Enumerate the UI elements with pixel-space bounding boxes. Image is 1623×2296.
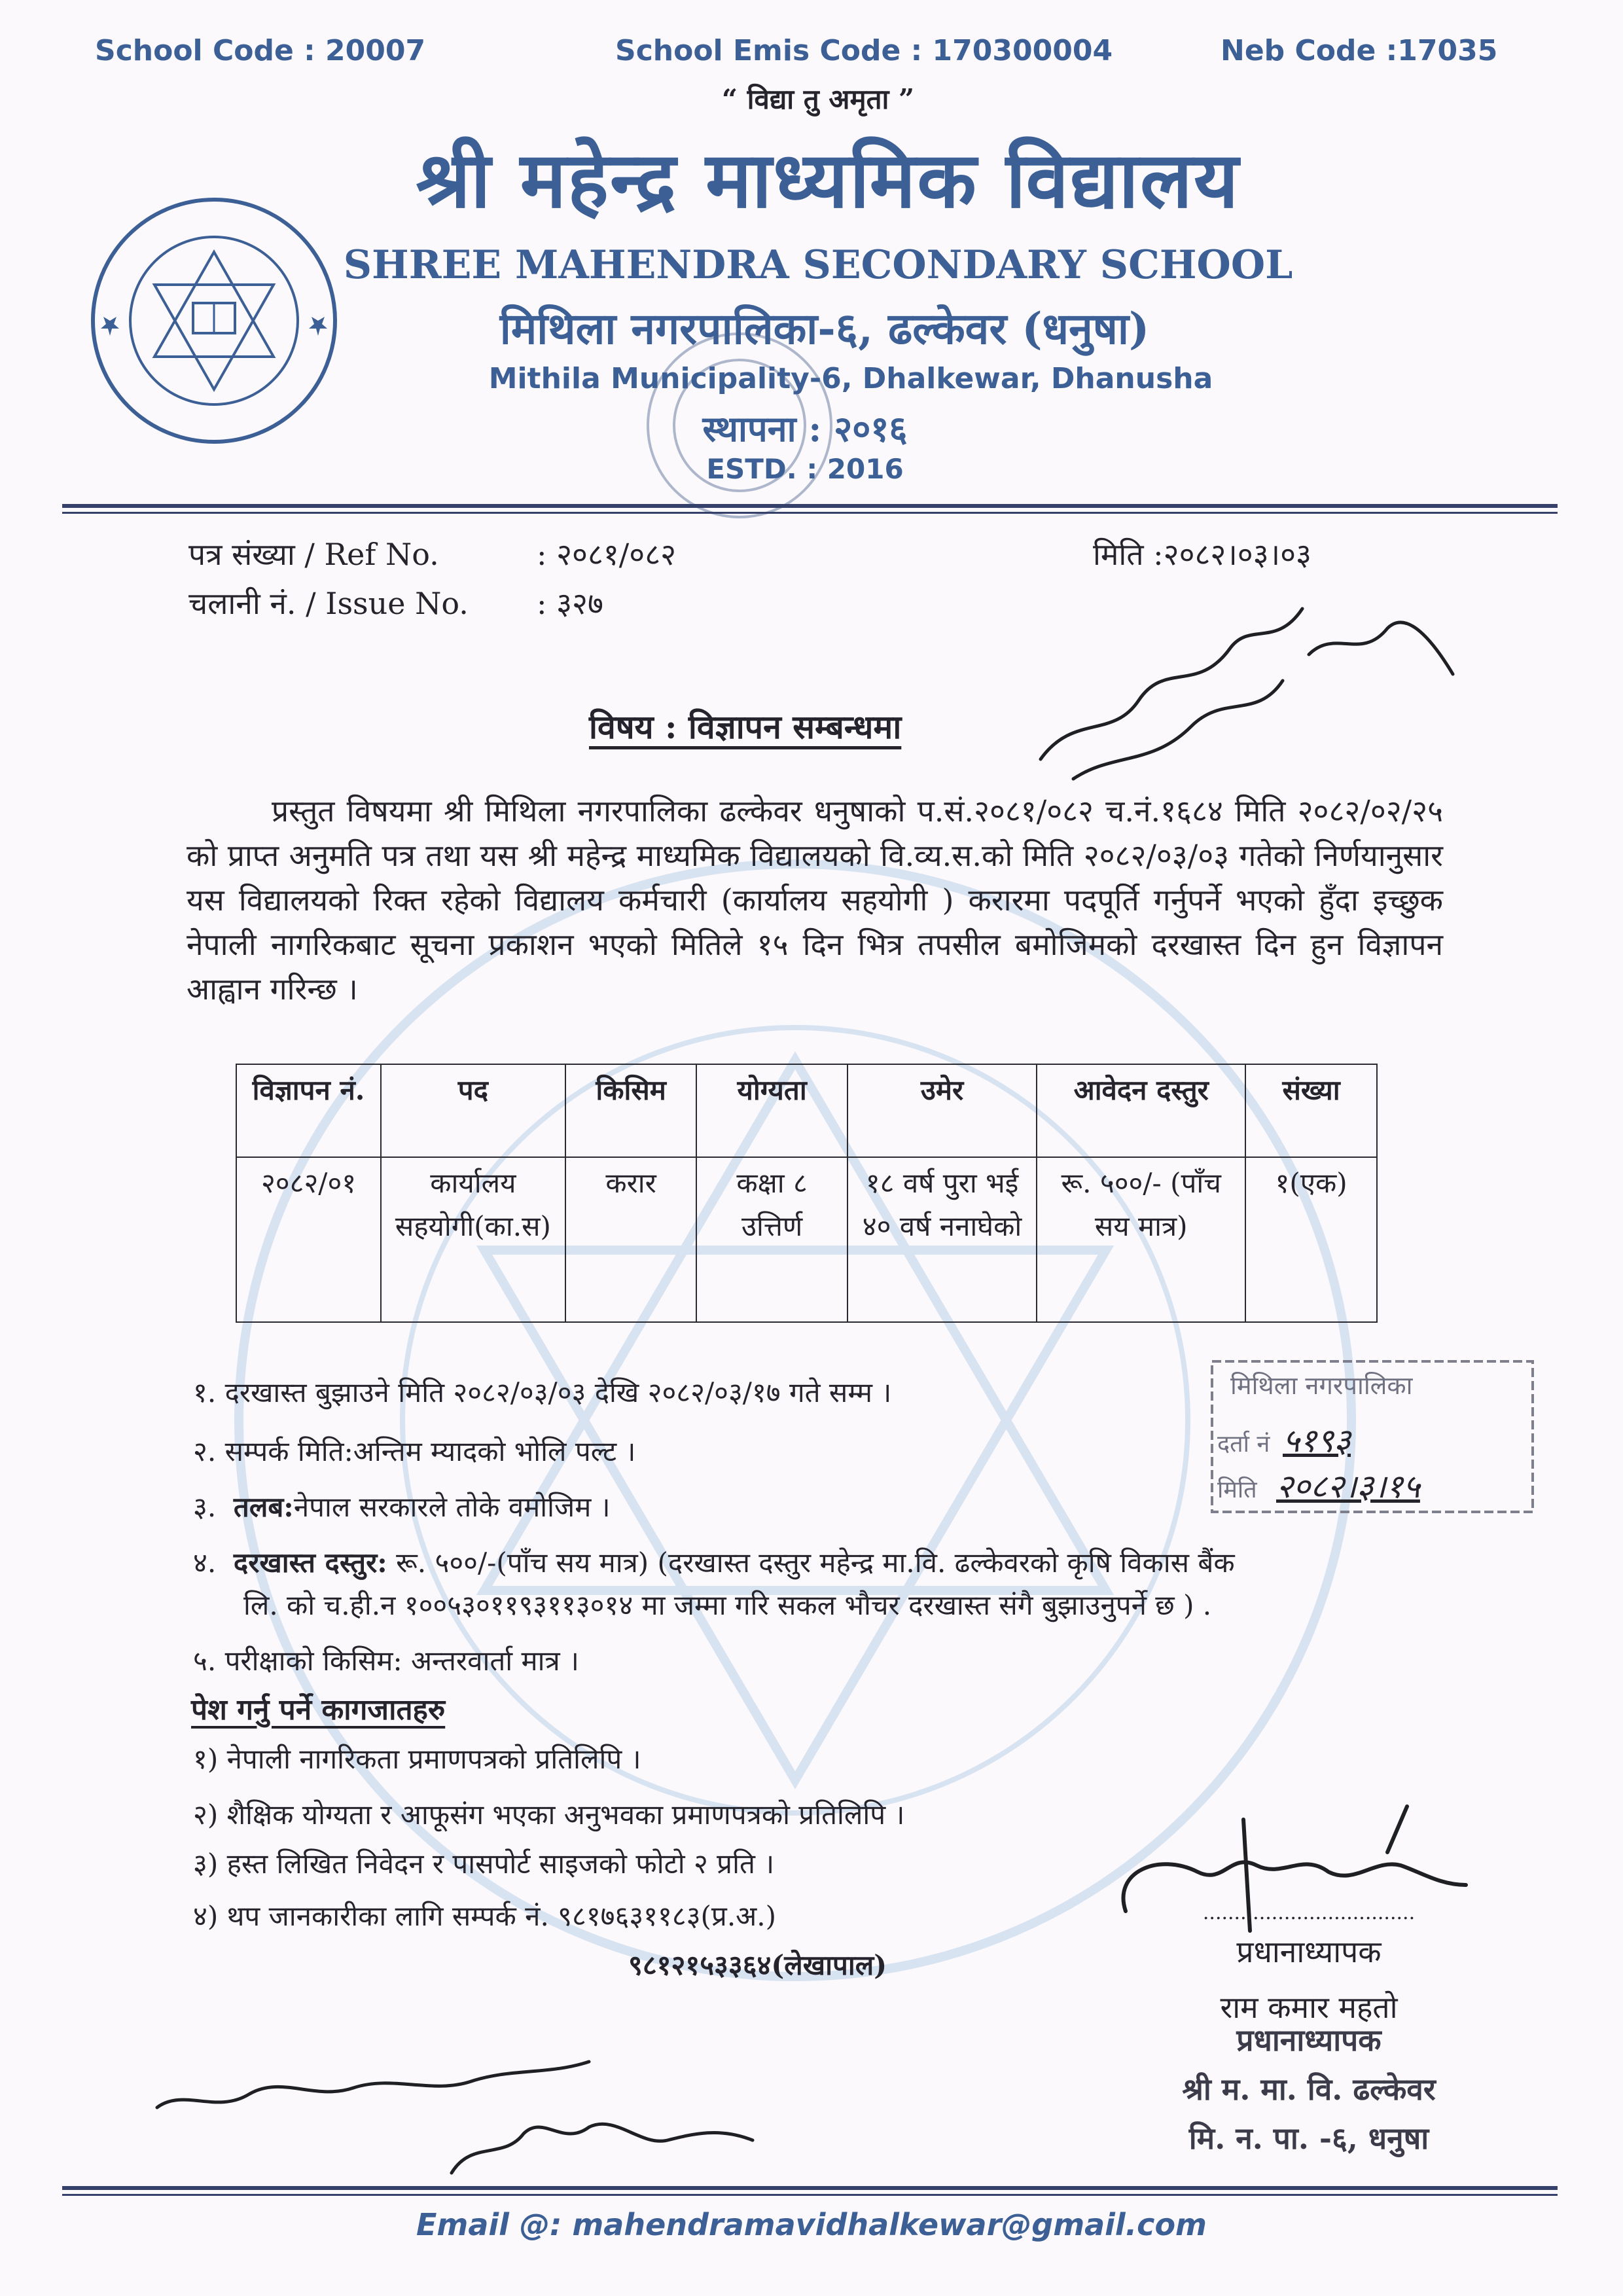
condition-item	[193, 1433, 635, 1470]
subject-line: विषय : विज्ञापन सम्बन्धमा	[589, 708, 902, 746]
table-header-row	[236, 1064, 1377, 1157]
emis-code: School Emis Code : 170300004	[615, 34, 1113, 67]
cell-age: १८ वर्ष पुरा भई ४० वर्ष ननाघेको	[847, 1157, 1037, 1322]
header-divider-thin	[62, 512, 1558, 514]
stamp-school: श्री म. मा. वि. ढल्केवर	[1182, 2072, 1436, 2107]
documents-heading: पेश गर्नु पर्ने कागजातहरु	[191, 1693, 446, 1727]
motto: “ विद्या तु अमृता ”	[721, 83, 915, 115]
body-paragraph: प्रस्तुत विषयमा श्री मिथिला नगरपालिका ढल्केवर धनुषाको प.सं.२०८१/०८२ च.नं.१६८४ मिति २०८२/०२/२५ को प्राप्त अनुमति पत्र तथा यस श्री महेन्द्र माध्यमिक विद्यालयको वि.व्य.स.को मिति २०८२/०३/०३ गतेको निर्णयानुसार यस विद्यालयको रिक्त रहेको विद्यालय कर्मचारी (कार्यालय सहयोगी ) करारमा पदपूर्ति गर्नुपर्ने भएको हुँदा इच्छुक नेपाली नागरिकबाट सूचना प्रकाशन भएको मितिले १५ दिन भित्र तपसील बमोजिमको दरखास्त दिन हुन विज्ञापन आह्वान गरिन्छ ।	[187, 793, 1443, 1007]
condition-number: ४.	[193, 1547, 217, 1579]
school-name-english: SHREE MAHENDRA SECONDARY SCHOOL	[343, 242, 1293, 288]
cell-type: करार	[565, 1157, 697, 1322]
condition-number: १.	[193, 1376, 217, 1408]
condition-text: रू. ५००/-(पाँच सय मात्र) (दरखास्त दस्तुर महेन्द्र मा.वि. ढल्केवरको कृषि विकास बैंक	[396, 1547, 1235, 1579]
footer-email: Email @: mahendramavidhalkewar@gmail.com	[416, 2207, 1207, 2242]
table-row	[236, 1157, 1377, 1322]
received-stamp-date: २०८२।३।१५	[1276, 1467, 1420, 1505]
document-item: २) शैक्षिक योग्यता र आफूसंग भएका अनुभवका प्रमाणपत्रको प्रतिलिपि ।	[193, 1799, 905, 1831]
condition-bold-label: तलब:	[233, 1491, 294, 1523]
signature-dots: ..................................	[1202, 1901, 1416, 1924]
vacancy-table	[236, 1064, 1378, 1323]
school-code: School Code : 20007	[95, 34, 426, 67]
handwritten-bottom-note	[157, 2062, 753, 2173]
school-name-nepali: श्री महेन्द्र माध्यमिक विद्यालय	[416, 134, 1240, 225]
issue-no-value: : ३२७	[537, 586, 603, 621]
condition-text: सम्पर्क मिति:अन्तिम म्यादको भोलि पल्ट ।	[224, 1435, 636, 1467]
stamp-title: प्रधानाध्यापक	[1236, 2022, 1382, 2058]
header-age: उमेर	[847, 1064, 1037, 1157]
school-logo-seal	[93, 200, 335, 442]
condition-bold-label: दरखास्त दस्तुर:	[233, 1547, 387, 1579]
received-stamp-number-label: दर्ता नं	[1217, 1431, 1270, 1458]
condition-text: नेपाल सरकारले तोके वमोजिम ।	[293, 1491, 611, 1523]
footer-divider	[62, 2186, 1558, 2190]
condition-number: ५.	[193, 1645, 217, 1677]
neb-code: Neb Code :17035	[1221, 34, 1498, 67]
document-item: ३) हस्त लिखित निवेदन र पासपोर्ट साइजको फोटो २ प्रति ।	[193, 1848, 775, 1880]
condition-item	[193, 1545, 1235, 1581]
cell-qualification: कक्षा ८ उत्तिर्ण	[696, 1157, 847, 1322]
header-adv-no: विज्ञापन नं.	[236, 1064, 381, 1157]
condition-text: दरखास्त बुझाउने मिति २०८२/०३/०३ देखि २०८२/०३/१७ गते सम्म ।	[224, 1376, 892, 1408]
received-stamp-title: मिथिला नगरपालिका	[1230, 1371, 1413, 1400]
condition-number: ३.	[193, 1491, 217, 1523]
header-qualification: योग्यता	[696, 1064, 847, 1157]
signature-title: प्रधानाध्यापक	[1236, 1934, 1382, 1969]
condition-item-continued	[243, 1587, 1211, 1624]
condition-number: २.	[193, 1435, 217, 1467]
header-post: पद	[381, 1064, 565, 1157]
condition-text: लि. को च.ही.न १००५३०११९३११३०१४ मा जम्मा गरि सकल भौचर दरखास्त संगै बुझाउनुपर्ने छ ) .	[243, 1589, 1212, 1621]
cell-count: १(एक)	[1245, 1157, 1377, 1322]
letter-date: मिति :२०८२।०३।०३	[1093, 537, 1311, 572]
stamp-place: मि. न. पा. -६, धनुषा	[1188, 2121, 1429, 2156]
received-stamp-number: ५१९३	[1283, 1422, 1351, 1460]
document-item: १) नेपाली नागरिकता प्रमाणपत्रको प्रतिलिपि ।	[193, 1743, 641, 1775]
header-divider	[62, 504, 1558, 508]
header-type: किसिम	[565, 1064, 697, 1157]
cell-fee: रू. ५००/- (पाँच सय मात्र)	[1037, 1157, 1245, 1322]
condition-item	[193, 1489, 611, 1526]
handwritten-forward-note	[1041, 609, 1453, 779]
header-fee: आवेदन दस्तुर	[1037, 1064, 1245, 1157]
headmaster-name: राम कमार महतो	[1220, 1990, 1398, 2025]
contact-accountant: ९८१२१५३३६४(लेखापाल)	[628, 1949, 887, 1981]
ref-no-label: पत्र संख्या / Ref No.	[188, 537, 439, 572]
established-english: ESTD. : 2016	[706, 453, 904, 485]
cell-adv-no: २०८२/०१	[236, 1157, 381, 1322]
condition-item	[193, 1643, 579, 1679]
address-english: Mithila Municipality-6, Dhalkewar, Dhanusha	[488, 362, 1213, 395]
header-count: संख्या	[1245, 1064, 1377, 1157]
footer-divider-thin	[62, 2194, 1558, 2196]
condition-item	[193, 1374, 891, 1411]
condition-text: परीक्षाको किसिम: अन्तरवार्ता मात्र ।	[224, 1645, 579, 1677]
issue-no-label: चलानी नं. / Issue No.	[188, 586, 469, 621]
address-nepali: मिथिला नगरपालिका-६, ढल्केवर (धनुषा)	[499, 303, 1150, 354]
document-item: ४) थप जानकारीका लागि सम्पर्क नं. ९८१७६३११८३(प्र.अ.)	[193, 1900, 776, 1932]
established-nepali: स्थापना : २०१६	[702, 408, 908, 450]
cell-post: कार्यालय सहयोगी(का.स)	[381, 1157, 565, 1322]
received-stamp-date-label: मिति	[1217, 1477, 1257, 1503]
ref-no-value: : २०८१/०८२	[537, 537, 677, 572]
